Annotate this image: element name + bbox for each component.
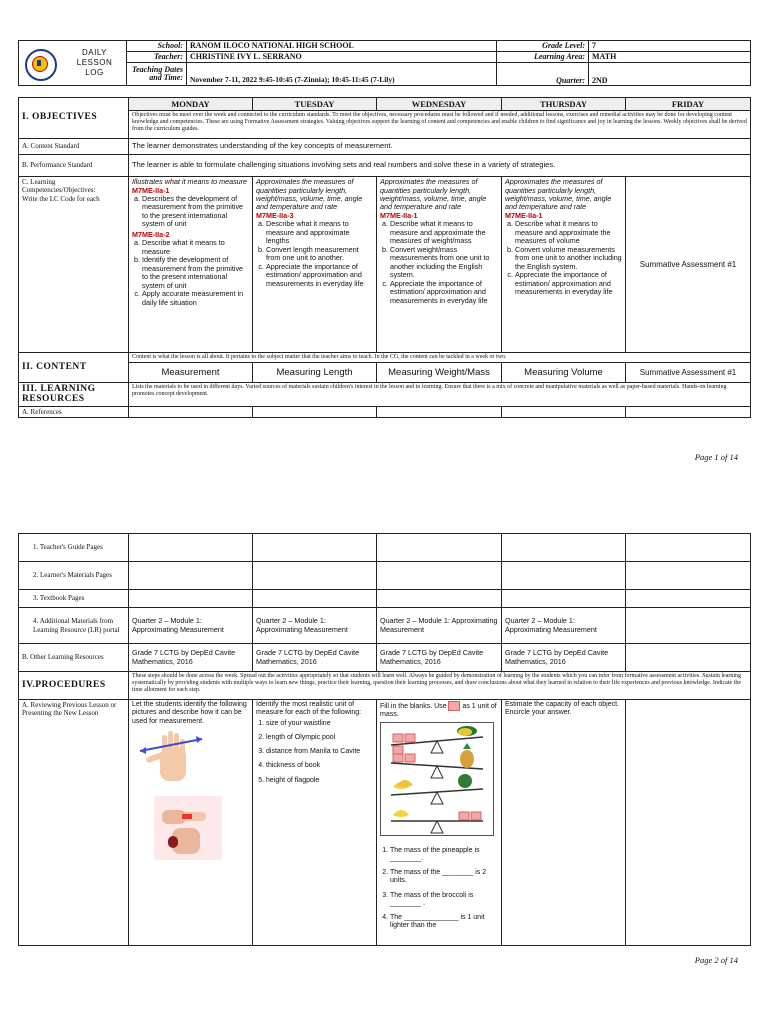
references-monday: [129, 406, 253, 417]
dates-value: November 7-11, 2022 9:45-10:45 (7-Zinnia); 10:45-11:45 (7-Lily): [187, 63, 497, 86]
lm-pages-cell: [626, 562, 751, 590]
tg-pages-cell: [253, 534, 377, 562]
lm-pages-cell: [129, 562, 253, 590]
grade-value: 7: [589, 41, 751, 52]
tg-pages-cell: [502, 534, 626, 562]
textbook-pages-label: 3. Textbook Pages: [19, 590, 129, 608]
quarter-value: 2ND: [589, 63, 751, 86]
textbook-pages-cell: [377, 590, 502, 608]
other-resources-thursday: Grade 7 LCTG by DepEd Cavite Mathematics, 2016: [502, 644, 626, 672]
grade-label: Grade Level:: [497, 41, 589, 52]
teacher-label: Teacher:: [127, 52, 187, 63]
competencies-thursday: Approximates the measures of quantities particularly length, weight/mass, volume, time, angle and temperature and rate M7ME-IIa-1 a. Describe what it means to measure and approximate the measures of volume b. Convert volume measurements from one unit to another including the English system. c. Appreciate the importance of estimation/ approximation and measurements in everyday life: [502, 177, 626, 353]
tg-pages-cell: [129, 534, 253, 562]
page-2-footer: Page 2 of 14: [694, 955, 738, 965]
review-wednesday: Fill in the blanks. Use as 1 unit of mass. 1. The mass of the pineapple is ________. 2. The mass of the ________ is 2 units. 3. The mass of the broccoli is ________ . 4. The ______________ is 1 unit lighter than the: [377, 700, 502, 946]
content-wednesday: Measuring Weight/Mass: [377, 362, 502, 382]
lm-pages-cell: [377, 562, 502, 590]
competencies-wednesday: Approximates the measures of quantities particularly length, weight/mass, volume, time, angle and temperature and rate M7ME-IIa-1 a. Describe what it means to measure and approximate the measures of weight/mass b. Convert weight/mass measurements from one unit to another including the English system. c. Appreciate the importance of estimation/ approximation and measurements in everyday life: [377, 177, 502, 353]
resources-desc: Lists the materials to be used in different days. Varied sources of materials sustain children's interest in the lesson and in learning. Ensure that there is a mix of concrete and manipulative materials as well as paper-based materials. Hands-on learning promotes concept development.: [129, 382, 751, 406]
lm-pages-label: 2. Learner's Materials Pages: [19, 562, 129, 590]
school-value: RANOM ILOCO NATIONAL HIGH SCHOOL: [187, 41, 497, 52]
review-friday: [626, 700, 751, 946]
textbook-pages-cell: [626, 590, 751, 608]
tg-pages-cell: [377, 534, 502, 562]
references-label: A. References: [19, 406, 129, 417]
balance-scales-illustration: [380, 722, 494, 836]
competencies-tuesday: Approximates the measures of quantities particularly length, weight/mass, volume, time, angle and temperature and rate M7ME-IIa-3 a. Describe what it means to measure and approximate lengths b. Convert length measurement from one unit to another. c. Appreciate the importance of estimation/ approximation and measurements in everyday life: [253, 177, 377, 353]
references-friday: [626, 406, 751, 417]
additional-materials-wednesday: Quarter 2 – Module 1: Approximating Measurement: [377, 608, 502, 644]
other-resources-wednesday: Grade 7 LCTG by DepEd Cavite Mathematics, 2016: [377, 644, 502, 672]
header-table: [18, 40, 751, 86]
content-standard-label: A. Content Standard: [19, 139, 129, 155]
day-tuesday: TUESDAY: [253, 98, 377, 111]
additional-materials-label: 4. Additional Materials from Learning Resource (LR) portal: [19, 608, 129, 644]
objectives-desc: Objectives must be meet over the week and connected to the curriculum standards. To meet the objectives, necessary procedures must be followed and if needed, additional lessons, exercises and remedial activities may be done for developing content knowledge and competencies. These are using Formative Assessment strategies. Valuing objectives support the learning of content and competencies and enable children to find significance and joy in learning the lessons. Weekly objectives shall be derived from the curriculum guides.: [129, 111, 751, 139]
procedures-title: IV.PROCEDURES: [19, 672, 129, 700]
review-tuesday: Identify the most realistic unit of measure for each of the following: 1. size of your waistline 2. length of Olympic pool 3. distance from Manila to Cavite 4. thickness of book 5. height of flagpole: [253, 700, 377, 946]
content-thursday: Measuring Volume: [502, 362, 626, 382]
textbook-pages-cell: [253, 590, 377, 608]
content-monday: Measurement: [129, 362, 253, 382]
performance-standard-text: The learner is able to formulate challenging situations involving sets and real numbers and solve these in a variety of strategies.: [129, 155, 751, 177]
additional-materials-friday: [626, 608, 751, 644]
day-monday: MONDAY: [129, 98, 253, 111]
other-resources-tuesday: Grade 7 LCTG by DepEd Cavite Mathematics, 2016: [253, 644, 377, 672]
logo-cell: [19, 41, 127, 86]
resources-table: [18, 533, 751, 946]
dates-label: Teaching Dates and Time:: [127, 63, 187, 86]
hand-measure-illustration: [132, 729, 212, 787]
page-2: [18, 533, 750, 946]
competencies-label: C. Learning Competencies/Objectives: Write the LC Code for each: [19, 177, 129, 353]
additional-materials-tuesday: Quarter 2 – Module 1: Approximating Measurement: [253, 608, 377, 644]
resources-title: III. LEARNING RESOURCES: [19, 382, 129, 406]
textbook-pages-cell: [129, 590, 253, 608]
other-resources-label: B. Other Learning Resources: [19, 644, 129, 672]
references-tuesday: [253, 406, 377, 417]
objectives-table: [18, 97, 751, 418]
deped-seal-icon: [25, 49, 57, 81]
procedures-desc: These steps should be done across the week. Spread out the activities appropriately so that students will learn well. Always be guided by demonstration of learning by the students which you can infer from formative assessment activities. Sustain learning systematically by providing students with multiple ways to learn new things, practice their learning, question their learning processes, and draw conclusions about what they learned in relation to their life experiences and previous knowledge. Indicate the time allotment for each step.: [129, 672, 751, 700]
finger-measure-illustration: [154, 796, 222, 860]
other-resources-friday: [626, 644, 751, 672]
references-wednesday: [377, 406, 502, 417]
page-1: [18, 40, 750, 418]
other-resources-monday: Grade 7 LCTG by DepEd Cavite Mathematics, 2016: [129, 644, 253, 672]
review-label: A. Reviewing Previous Lesson or Presenting the New Lesson: [19, 700, 129, 946]
competencies-monday: Illustrates what it means to measure M7ME-IIa-1 a. Describes the development of measurement from the primitive to the present international system of unit M7ME-IIa-2 a. Describe what it means to measure b. Identify the development of measurement from the primitive to the present international system of unit c. Apply accurate measurement in daily life situation: [129, 177, 253, 353]
day-friday: FRIDAY: [626, 98, 751, 111]
review-thursday: Estimate the capacity of each object. Encircle your answer.: [502, 700, 626, 946]
references-thursday: [502, 406, 626, 417]
review-monday: Let the students identify the following pictures and describe how it can be used for measurement.: [129, 700, 253, 946]
page-1-footer: Page 1 of 14: [694, 452, 738, 462]
content-tuesday: Measuring Length: [253, 362, 377, 382]
objectives-title: I. OBJECTIVES: [19, 98, 129, 139]
content-friday: Summative Assessment #1: [626, 362, 751, 382]
day-thursday: THURSDAY: [502, 98, 626, 111]
tg-pages-cell: [626, 534, 751, 562]
lm-pages-cell: [253, 562, 377, 590]
quarter-label: Quarter:: [497, 63, 589, 86]
textbook-pages-cell: [502, 590, 626, 608]
area-label: Learning Area:: [497, 52, 589, 63]
school-label: School:: [127, 41, 187, 52]
unit-block-icon: [448, 701, 460, 711]
day-wednesday: WEDNESDAY: [377, 98, 502, 111]
content-desc: Content is what the lesson is all about. It pertains to the subject matter that the teacher aims to teach. In the CG, the content can be tackled in a week or two.: [129, 353, 751, 363]
tg-pages-label: 1. Teacher's Guide Pages: [19, 534, 129, 562]
dll-title: DAILY LESSON LOG: [76, 48, 113, 77]
content-standard-text: The learner demonstrates understanding of the key concepts of measurement.: [129, 139, 751, 155]
additional-materials-monday: Quarter 2 – Module 1: Approximating Measurement: [129, 608, 253, 644]
competencies-friday: Summative Assessment #1: [626, 177, 751, 353]
teacher-value: CHRISTINE IVY L. SERRANO: [187, 52, 497, 63]
area-value: MATH: [589, 52, 751, 63]
content-title: II. CONTENT: [19, 353, 129, 383]
additional-materials-thursday: Quarter 2 – Module 1: Approximating Measurement: [502, 608, 626, 644]
performance-standard-label: B. Performance Standard: [19, 155, 129, 177]
lm-pages-cell: [502, 562, 626, 590]
